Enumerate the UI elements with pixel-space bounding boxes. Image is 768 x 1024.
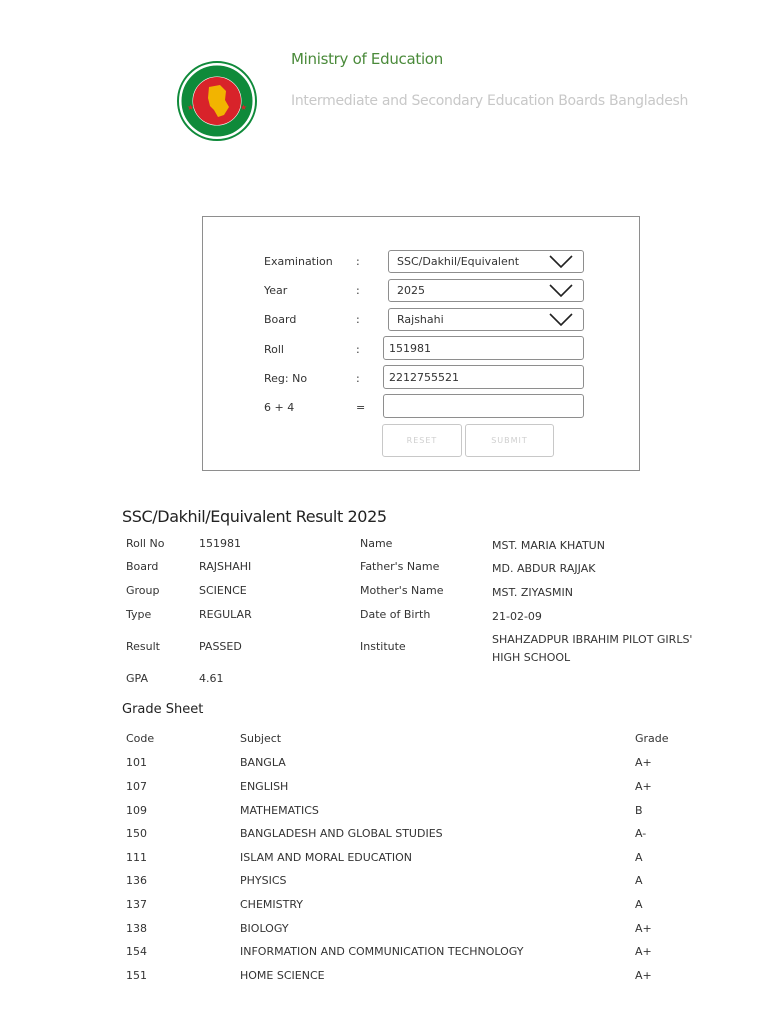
subject-header: Subject <box>240 732 282 745</box>
roll-no-value: 151981 <box>199 537 241 550</box>
svg-text:★: ★ <box>240 103 248 112</box>
type-label: Type <box>126 608 152 621</box>
subject-grade: A <box>635 898 643 911</box>
government-seal-icon <box>176 60 258 142</box>
group-value: SCIENCE <box>199 584 247 597</box>
subject-name: HOME SCIENCE <box>240 969 325 982</box>
equals-sign: = <box>356 401 366 414</box>
reg-input[interactable] <box>383 365 584 389</box>
examination-row <box>264 250 584 274</box>
group-label: Group <box>126 584 160 597</box>
result-value: PASSED <box>199 640 242 653</box>
board-value: Rajshahi <box>397 313 444 326</box>
reg-row <box>264 367 584 391</box>
subject-name: INFORMATION AND COMMUNICATION TECHNOLOGY <box>240 945 524 958</box>
mother-name-value: MST. ZIYASMIN <box>492 586 573 599</box>
captcha-row <box>264 396 584 420</box>
name-label: Name <box>360 537 393 550</box>
roll-label: Roll <box>264 343 284 356</box>
subject-grade: A- <box>635 827 647 840</box>
board-label: Board <box>264 313 297 326</box>
subject-name: CHEMISTRY <box>240 898 303 911</box>
subject-code: 138 <box>126 922 147 935</box>
board-value: RAJSHAHI <box>199 560 252 573</box>
institute-label: Institute <box>360 640 406 653</box>
colon: : <box>356 343 360 356</box>
year-row <box>264 279 584 303</box>
result-search-form <box>202 216 640 471</box>
subject-code: 154 <box>126 945 147 958</box>
board-select[interactable] <box>388 308 584 331</box>
board-title: Intermediate and Secondary Education Boards Bangladesh <box>291 93 689 109</box>
colon: : <box>356 313 360 326</box>
year-value: 2025 <box>397 284 425 297</box>
colon: : <box>356 284 360 297</box>
subject-code: 150 <box>126 827 147 840</box>
subject-name: BANGLADESH AND GLOBAL STUDIES <box>240 827 443 840</box>
subject-grade: A <box>635 851 643 864</box>
mother-name-label: Mother's Name <box>360 584 444 597</box>
father-name-label: Father's Name <box>360 560 440 573</box>
subject-grade: A <box>635 874 643 887</box>
subject-name: ENGLISH <box>240 780 289 793</box>
gpa-value: 4.61 <box>199 672 224 685</box>
name-value: MST. MARIA KHATUN <box>492 539 605 552</box>
colon: : <box>356 255 360 268</box>
subject-name: ISLAM AND MORAL EDUCATION <box>240 851 413 864</box>
subject-code: 137 <box>126 898 147 911</box>
subject-grade: A+ <box>635 922 652 935</box>
grade-header: Grade <box>635 732 669 745</box>
chevron-down-icon <box>549 255 573 269</box>
grade-sheet-title: Grade Sheet <box>122 702 204 717</box>
subject-grade: B <box>635 804 643 817</box>
roll-no-label: Roll No <box>126 537 165 550</box>
subject-name: MATHEMATICS <box>240 804 319 817</box>
colon: : <box>356 372 360 385</box>
svg-text:★: ★ <box>187 103 195 112</box>
subject-code: 109 <box>126 804 147 817</box>
result-title: SSC/Dakhil/Equivalent Result 2025 <box>122 507 387 526</box>
roll-row <box>264 338 584 362</box>
dob-value: 21-02-09 <box>492 610 542 623</box>
subject-grade: A+ <box>635 945 652 958</box>
examination-select[interactable] <box>388 250 584 273</box>
year-select[interactable] <box>388 279 584 302</box>
subject-code: 151 <box>126 969 147 982</box>
father-name-value: MD. ABDUR RAJJAK <box>492 562 596 575</box>
chevron-down-icon <box>549 313 573 327</box>
dob-label: Date of Birth <box>360 608 431 621</box>
type-value: REGULAR <box>199 608 252 621</box>
subject-name: PHYSICS <box>240 874 287 887</box>
examination-value: SSC/Dakhil/Equivalent <box>397 255 520 268</box>
subject-code: 111 <box>126 851 147 864</box>
subject-grade: A+ <box>635 969 652 982</box>
subject-code: 136 <box>126 874 147 887</box>
subject-grade: A+ <box>635 780 652 793</box>
year-label: Year <box>264 284 288 297</box>
examination-label: Examination <box>264 255 333 268</box>
chevron-down-icon <box>549 284 573 298</box>
captcha-input[interactable] <box>383 394 584 418</box>
submit-button[interactable]: SUBMIT <box>465 424 554 457</box>
result-label: Result <box>126 640 160 653</box>
subject-code: 107 <box>126 780 147 793</box>
subject-name: BANGLA <box>240 756 286 769</box>
gpa-label: GPA <box>126 672 148 685</box>
captcha-label: 6 + 4 <box>264 401 295 414</box>
subject-code: 101 <box>126 756 147 769</box>
reset-button[interactable]: RESET <box>382 424 462 457</box>
board-label: Board <box>126 560 159 573</box>
subject-name: BIOLOGY <box>240 922 289 935</box>
roll-input[interactable] <box>383 336 584 360</box>
code-header: Code <box>126 732 155 745</box>
board-row <box>264 308 584 332</box>
subject-grade: A+ <box>635 756 652 769</box>
institute-value: SHAHZADPUR IBRAHIM PILOT GIRLS' HIGH SCHOOL <box>492 633 693 664</box>
ministry-title: Ministry of Education <box>291 50 443 68</box>
reg-label: Reg: No <box>264 372 308 385</box>
